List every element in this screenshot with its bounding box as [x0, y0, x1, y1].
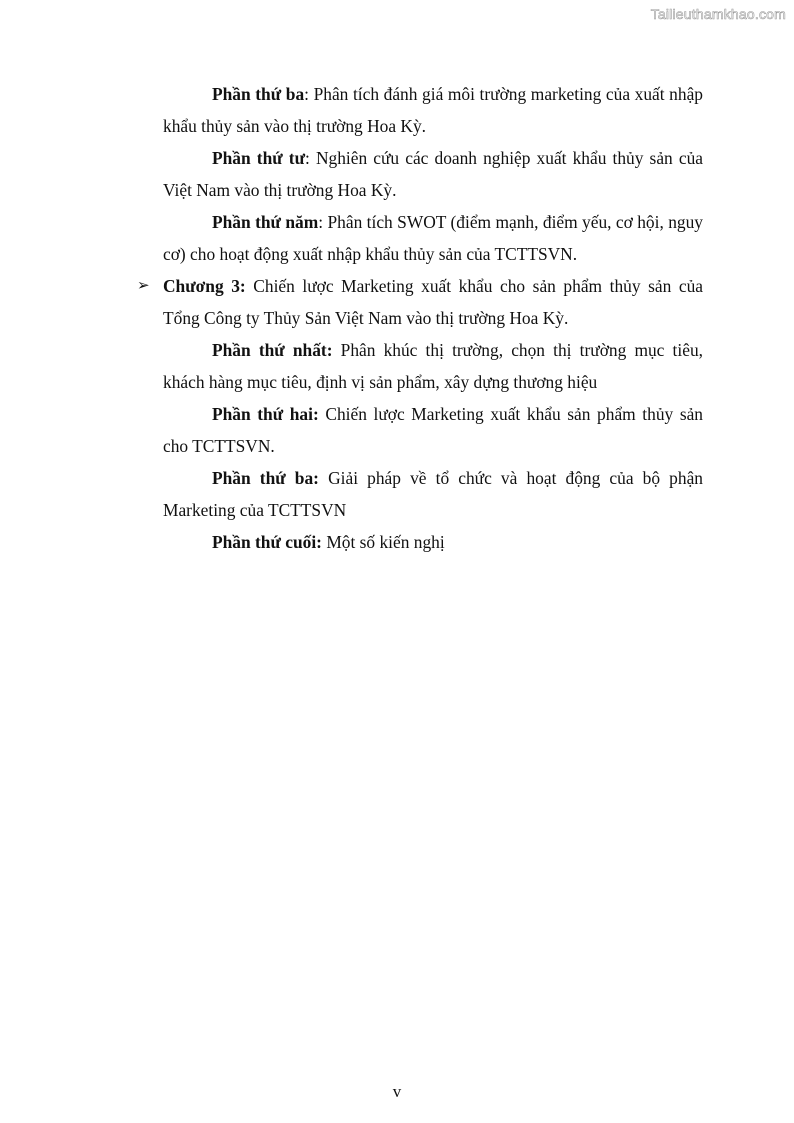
paragraph-text: Phân tích đánh giá môi trường marketing của xuất nhập khẩu thủy sản vào thị trường Hoa Kỳ.	[163, 84, 703, 136]
chapter-3-item	[137, 270, 703, 334]
paragraph-part-4	[163, 142, 703, 206]
paragraph-text: Giải pháp về tổ chức và hoạt động của bộ phận Marketing của TCTTSVN	[163, 468, 703, 520]
paragraph-part-first	[163, 334, 703, 398]
paragraph-separator: :	[305, 148, 316, 168]
paragraph-part-second	[163, 398, 703, 462]
paragraph-text: Chiến lược Marketing xuất khẩu sản phẩm thủy sản cho TCTTSVN.	[163, 404, 704, 456]
paragraph-part-third	[163, 462, 703, 526]
paragraph-part-3	[163, 78, 703, 142]
paragraph-text: Phân tích SWOT (điểm mạnh, điểm yếu, cơ hội, nguy cơ) cho hoạt động xuất nhập khẩu thủy sản của TCTTSVN.	[163, 212, 703, 264]
paragraph-text: Nghiên cứu các doanh nghiệp xuất khẩu thủy sản của Việt Nam vào thị trường Hoa Kỳ.	[163, 148, 703, 200]
paragraph-heading: Phần thứ nhất:	[212, 340, 333, 360]
page-number: v	[392, 1082, 402, 1101]
paragraph-separator: :	[318, 212, 328, 232]
paragraph-heading: Phần thứ tư	[212, 148, 306, 168]
paragraph-heading: Phần thứ hai:	[212, 404, 319, 424]
paragraph-heading: Phần thứ ba	[212, 84, 305, 104]
watermark: Tailieuthamkhao.com	[650, 6, 786, 22]
chapter-heading: Chương 3:	[163, 276, 246, 296]
document-body	[137, 78, 704, 558]
paragraph-text: Một số kiến nghị	[321, 532, 445, 552]
paragraph-part-final	[163, 526, 703, 558]
paragraph-heading: Phần thứ cuối:	[212, 532, 322, 552]
paragraph-text: Phân khúc thị trường, chọn thị trường mục tiêu, khách hàng mục tiêu, định vị sản phẩm, xây dựng thương hiệu	[163, 340, 703, 392]
paragraph-heading: Phần thứ ba:	[212, 468, 319, 488]
paragraph-heading: Phần thứ năm	[212, 212, 319, 232]
paragraph-separator: :	[304, 84, 314, 104]
arrow-bullet-icon: ➢	[137, 278, 150, 294]
paragraph-part-5	[163, 206, 703, 270]
chapter-text: Chiến lược Marketing xuất khẩu cho sản phẩm thủy sản của Tổng Công ty Thủy Sản Việt Nam vào thị trường Hoa Kỳ.	[163, 276, 703, 328]
